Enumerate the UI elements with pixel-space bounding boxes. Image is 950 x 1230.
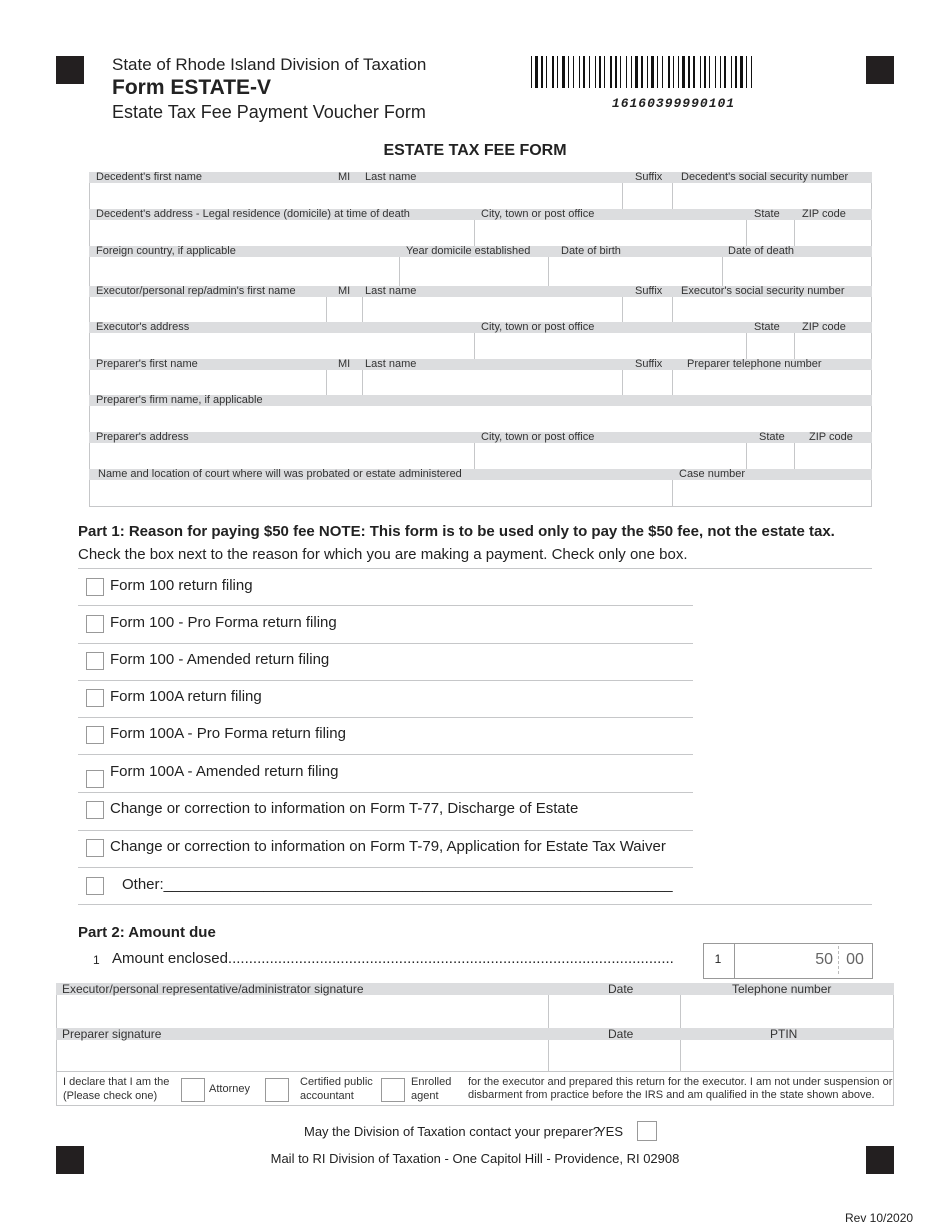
barcode-bar xyxy=(682,56,685,88)
barcode-bar xyxy=(591,56,594,88)
barcode-bar xyxy=(581,56,582,88)
barcode-bar xyxy=(559,56,561,88)
barcode-bar xyxy=(604,56,605,88)
barcode-bar xyxy=(535,56,538,88)
option-checkbox-form100a-pro-forma[interactable] xyxy=(86,726,104,744)
executor-date-field[interactable] xyxy=(550,996,679,1026)
case-number-field[interactable] xyxy=(674,481,870,505)
preparer-mi-field[interactable] xyxy=(328,371,361,394)
date-of-death-field[interactable] xyxy=(724,258,870,285)
barcode-bar xyxy=(641,56,643,88)
executor-zip-field[interactable] xyxy=(796,334,870,358)
executor-last-name-field[interactable] xyxy=(364,298,621,321)
preparer-zip-label: ZIP code xyxy=(809,431,853,443)
barcode-bar xyxy=(727,56,730,88)
preparer-signature-field[interactable] xyxy=(57,1041,547,1070)
executor-state-field[interactable] xyxy=(748,334,793,358)
amount-decimal-divider xyxy=(838,946,839,974)
barcode-bar xyxy=(555,56,556,88)
barcode-bar xyxy=(659,56,661,88)
barcode-bar xyxy=(717,56,719,88)
executor-first-name-label: Executor/personal rep/admin's first name xyxy=(96,285,296,297)
barcode-bar xyxy=(733,56,734,88)
court-label: Name and location of court where will was probated or estate administered xyxy=(98,468,462,480)
barcode-bar xyxy=(575,56,578,88)
barcode-bar xyxy=(548,56,551,88)
barcode-bar xyxy=(696,56,699,88)
barcode-bar xyxy=(707,56,708,88)
barcode-bar xyxy=(552,56,554,88)
barcode-bar xyxy=(626,56,627,88)
declaration-intro-line1: I declare that I am the xyxy=(63,1076,170,1088)
preparer-address-label: Preparer's address xyxy=(96,431,189,443)
option-checkbox-form100-amended[interactable] xyxy=(86,652,104,670)
barcode-bar xyxy=(557,56,558,88)
part1-instruction: Check the box next to the reason for which you are making a payment. Check only one box. xyxy=(78,546,688,563)
executor-first-name-field[interactable] xyxy=(90,298,325,321)
agency-name: State of Rhode Island Division of Taxation xyxy=(112,55,427,74)
decedent-first-name-label: Decedent's first name xyxy=(96,171,203,183)
barcode-bar xyxy=(657,56,658,88)
barcode-bar xyxy=(711,56,714,88)
declaration-statement-line1: for the executor and prepared this return for the executor. I am not under suspension or xyxy=(468,1076,893,1088)
declaration-statement-line2: disbarment from practice before the IRS and am qualified in the state shown above. xyxy=(468,1089,875,1101)
attorney-checkbox[interactable] xyxy=(181,1078,205,1102)
part1-heading: Part 1: Reason for paying $50 fee NOTE: This form is to be used only to pay the $50 fee, not the estate tax. xyxy=(78,523,835,540)
cpa-label-line1: Certified public xyxy=(300,1076,373,1088)
mail-to-address: Mail to RI Division of Taxation - One Capitol Hill - Providence, RI 02908 xyxy=(270,1151,680,1166)
executor-suffix-label: Suffix xyxy=(635,285,663,297)
executor-address-label: Executor's address xyxy=(96,321,190,333)
form-name: Form ESTATE-V xyxy=(112,76,272,99)
form-title: Estate Tax Fee Payment Voucher Form xyxy=(112,102,426,122)
preparer-firm-label: Preparer's firm name, if applicable xyxy=(96,394,263,406)
barcode-bar xyxy=(678,56,679,88)
barcode-bar xyxy=(675,56,677,88)
barcode-bar xyxy=(735,56,737,88)
executor-date-label: Date xyxy=(608,982,634,996)
barcode-bar xyxy=(746,56,747,88)
barcode-bar xyxy=(715,56,716,88)
executor-last-name-label: Last name xyxy=(365,285,417,297)
barcode-bar xyxy=(664,56,667,88)
case-number-label: Case number xyxy=(679,468,746,480)
barcode-bar xyxy=(622,56,625,88)
option-checkbox-form100[interactable] xyxy=(86,578,104,596)
preparer-suffix-label: Suffix xyxy=(635,358,663,370)
preparer-first-name-field[interactable] xyxy=(90,371,325,394)
year-domicile-label: Year domicile established xyxy=(406,245,531,257)
barcode-bar xyxy=(644,56,646,88)
amount-dollars: 50 xyxy=(815,951,833,968)
declaration-intro-line2: (Please check one) xyxy=(63,1090,158,1102)
foreign-country-field[interactable] xyxy=(90,258,398,285)
barcode-bar xyxy=(686,56,687,88)
barcode-bar xyxy=(655,56,656,88)
registration-mark-top-left xyxy=(56,56,84,84)
ptin-label: PTIN xyxy=(770,1027,798,1041)
barcode-bar xyxy=(722,56,723,88)
amount-cents: 00 xyxy=(846,951,864,968)
preparer-last-name-label: Last name xyxy=(365,358,417,370)
option-checkbox-form100-pro-forma[interactable] xyxy=(86,615,104,633)
barcode-bar xyxy=(662,56,663,88)
barcode-bar xyxy=(589,56,590,88)
barcode-bar xyxy=(579,56,580,88)
barcode-bar xyxy=(562,56,565,88)
option-checkbox-t79-correction[interactable] xyxy=(86,839,104,857)
executor-zip-label: ZIP code xyxy=(802,321,846,333)
barcode-bar xyxy=(573,56,574,88)
barcode-bar xyxy=(546,56,547,88)
enrolled-agent-label-line2: agent xyxy=(411,1090,439,1102)
preparer-first-name-label: Preparer's first name xyxy=(96,358,198,370)
barcode-bar xyxy=(731,56,732,88)
option-label-other: Other:_____________________________________________________________ xyxy=(122,876,673,893)
decedent-suffix-field[interactable] xyxy=(624,184,671,208)
preparer-zip-field[interactable] xyxy=(796,444,870,468)
barcode-bar xyxy=(544,56,545,88)
contact-preparer-yes-label: YES xyxy=(597,1124,624,1139)
barcode-bar xyxy=(668,56,670,88)
barcode-bar xyxy=(586,56,588,88)
decedent-name-field[interactable] xyxy=(90,184,620,208)
option-checkbox-form100a-amended[interactable] xyxy=(86,770,104,788)
barcode-bar xyxy=(531,56,532,88)
executor-state-label: State xyxy=(754,321,780,333)
option-label-form100a-pro-forma: Form 100A - Pro Forma return filing xyxy=(110,725,346,742)
barcode-bar xyxy=(691,56,692,88)
option-label-t79-correction: Change or correction to information on Form T-79, Application for Estate Tax Waiver xyxy=(110,838,666,855)
attorney-label: Attorney xyxy=(209,1083,250,1095)
barcode-bar xyxy=(693,56,695,88)
barcode-bar xyxy=(688,56,690,88)
amount-enclosed-label: Amount enclosed........................................................................................................... xyxy=(112,950,674,967)
preparer-last-name-field[interactable] xyxy=(364,371,621,394)
barcode-bar xyxy=(649,56,650,88)
telephone-label: Telephone number xyxy=(732,982,832,996)
decedent-mi-label: MI xyxy=(338,171,351,183)
decedent-last-name-label: Last name xyxy=(365,171,417,183)
barcode-bar xyxy=(539,56,540,88)
option-label-form100a-amended: Form 100A - Amended return filing xyxy=(110,763,339,780)
option-checkbox-t77-correction[interactable] xyxy=(86,801,104,819)
barcode-bar xyxy=(738,56,739,88)
barcode-bar xyxy=(639,56,640,88)
barcode-bar xyxy=(702,56,703,88)
foreign-country-label: Foreign country, if applicable xyxy=(96,245,236,257)
option-label-form100-amended: Form 100 - Amended return filing xyxy=(110,651,330,668)
preparer-state-label: State xyxy=(759,431,785,443)
preparer-signature-label: Preparer signature xyxy=(62,1027,162,1041)
barcode-bar xyxy=(748,56,750,88)
date-of-birth-label: Date of birth xyxy=(561,245,621,257)
executor-ssn-field[interactable] xyxy=(674,298,870,321)
barcode-bar xyxy=(633,56,634,88)
barcode-bar xyxy=(570,56,572,88)
barcode-number: 16160399990101 xyxy=(611,96,736,111)
executor-ssn-label: Executor's social security number xyxy=(681,285,845,297)
barcode-bar xyxy=(597,56,598,88)
date-of-death-label: Date of death xyxy=(728,245,795,257)
amount-line-number: 1 xyxy=(93,953,100,967)
barcode-bar xyxy=(647,56,648,88)
barcode-bar xyxy=(740,56,743,88)
option-checkbox-other[interactable] xyxy=(86,877,104,895)
option-label-form100a: Form 100A return filing xyxy=(110,688,262,705)
enrolled-agent-label-line1: Enrolled xyxy=(411,1076,452,1088)
executor-city-field[interactable] xyxy=(476,334,745,358)
preparer-firm-field[interactable] xyxy=(90,407,870,431)
preparer-phone-field[interactable] xyxy=(674,371,870,394)
cpa-checkbox[interactable] xyxy=(265,1078,289,1102)
option-label-t77-correction: Change or correction to information on Form T-77, Discharge of Estate xyxy=(110,800,579,817)
executor-suffix-field[interactable] xyxy=(624,298,671,321)
barcode-bar xyxy=(541,56,543,88)
executor-signature-label: Executor/personal representative/administrator signature xyxy=(62,982,364,996)
preparer-date-label: Date xyxy=(608,1027,634,1041)
decedent-state-label: State xyxy=(754,208,780,220)
barcode-bar xyxy=(751,56,752,88)
decedent-state-field[interactable] xyxy=(748,221,793,245)
barcode-bar xyxy=(610,56,612,88)
option-label-form100-pro-forma: Form 100 - Pro Forma return filing xyxy=(110,614,337,631)
decedent-city-label: City, town or post office xyxy=(481,208,595,220)
year-domicile-field[interactable] xyxy=(401,258,547,285)
form-heading: ESTATE TAX FEE FORM xyxy=(383,142,567,159)
preparer-date-field[interactable] xyxy=(550,1041,679,1070)
preparer-phone-label: Preparer telephone number xyxy=(687,358,822,370)
barcode-bar xyxy=(618,56,619,88)
barcode-bar xyxy=(720,56,721,88)
barcode-bar xyxy=(620,56,621,88)
enrolled-agent-checkbox[interactable] xyxy=(381,1078,405,1102)
amount-box-number: 1 xyxy=(714,952,722,966)
option-checkbox-form100a[interactable] xyxy=(86,689,104,707)
decedent-suffix-label: Suffix xyxy=(635,171,663,183)
barcode-bar xyxy=(566,56,567,88)
date-of-birth-field[interactable] xyxy=(550,258,721,285)
registration-mark-top-right xyxy=(866,56,894,84)
barcode-bar xyxy=(673,56,674,88)
preparer-city-label: City, town or post office xyxy=(481,431,595,443)
contact-preparer-question: May the Division of Taxation contact your preparer? xyxy=(304,1124,601,1139)
barcode-bar xyxy=(709,56,710,88)
barcode-bar xyxy=(599,56,601,88)
cpa-label-line2: accountant xyxy=(300,1090,354,1102)
contact-preparer-yes-checkbox[interactable] xyxy=(637,1121,657,1141)
executor-signature-field[interactable] xyxy=(57,996,547,1026)
barcode-bar xyxy=(744,56,745,88)
barcode-bar xyxy=(651,56,654,88)
preparer-suffix-field[interactable] xyxy=(624,371,671,394)
barcode-bar xyxy=(680,56,681,88)
decedent-city-field[interactable] xyxy=(476,221,745,245)
barcode-bar xyxy=(635,56,638,88)
barcode-bar xyxy=(583,56,585,88)
barcode-bar xyxy=(595,56,596,88)
telephone-field[interactable] xyxy=(682,996,892,1026)
executor-mi-label: MI xyxy=(338,285,351,297)
barcode xyxy=(531,56,816,88)
decedent-ssn-field[interactable] xyxy=(674,184,870,208)
option-label-form100: Form 100 return filing xyxy=(110,577,253,594)
part2-heading: Part 2: Amount due xyxy=(78,924,216,941)
barcode-bar xyxy=(568,56,569,88)
preparer-mi-label: MI xyxy=(338,358,351,370)
executor-city-label: City, town or post office xyxy=(481,321,595,333)
decedent-address-field[interactable] xyxy=(90,221,473,245)
barcode-bar xyxy=(671,56,672,88)
barcode-bar xyxy=(613,56,614,88)
barcode-bar xyxy=(700,56,701,88)
decedent-ssn-label: Decedent's social security number xyxy=(681,171,849,183)
decedent-zip-field[interactable] xyxy=(796,221,870,245)
preparer-address-field[interactable] xyxy=(90,444,473,468)
barcode-bar xyxy=(606,56,609,88)
executor-address-field[interactable] xyxy=(90,334,473,358)
preparer-city-field[interactable] xyxy=(476,444,745,468)
executor-mi-field[interactable] xyxy=(328,298,361,321)
preparer-state-field[interactable] xyxy=(748,444,793,468)
court-field[interactable] xyxy=(90,481,671,505)
barcode-bar xyxy=(602,56,603,88)
barcode-bar xyxy=(615,56,617,88)
revision-date: Rev 10/2020 xyxy=(845,1211,914,1225)
barcode-bar xyxy=(631,56,632,88)
barcode-bar xyxy=(704,56,706,88)
decedent-zip-label: ZIP code xyxy=(802,208,846,220)
decedent-address-label: Decedent's address - Legal residence (domicile) at time of death xyxy=(96,208,410,220)
barcode-bar xyxy=(628,56,630,88)
barcode-bar xyxy=(724,56,726,88)
ptin-field[interactable] xyxy=(682,1041,892,1070)
barcode-bar xyxy=(533,56,534,88)
